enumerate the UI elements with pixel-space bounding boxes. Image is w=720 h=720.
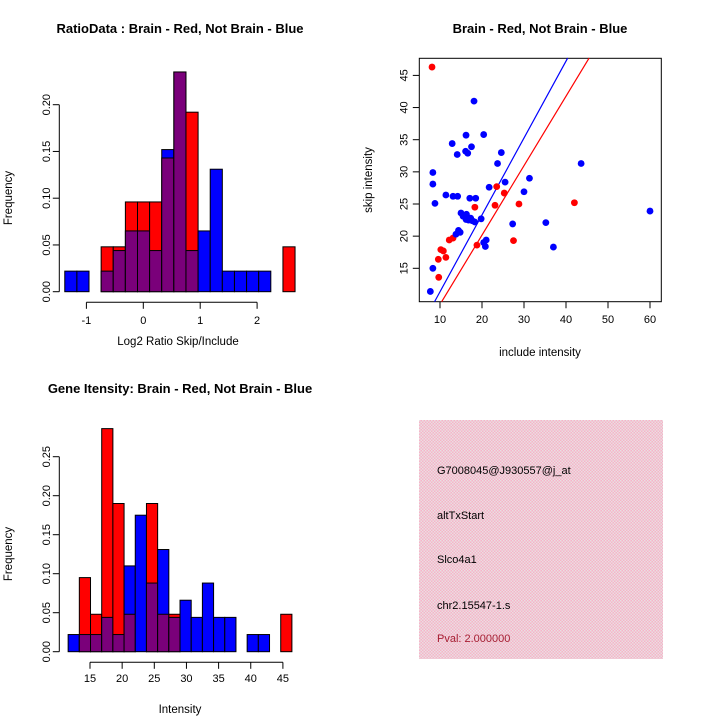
histogram-bar-overlap: [158, 614, 169, 651]
histogram-bar-overlap: [169, 617, 180, 651]
y-axis-tick-label: 15: [398, 262, 411, 275]
ratio-histogram-panel: [3, 21, 304, 348]
x-axis-tick-label: 45: [276, 673, 290, 685]
event-type-text: altTxStart: [437, 510, 485, 522]
histogram-bar: [247, 271, 259, 292]
histogram-bar-overlap: [150, 251, 162, 292]
x-axis-tick-label: 20: [475, 314, 489, 326]
scatter-point: [647, 208, 654, 215]
scatter-point: [449, 140, 456, 147]
scatter-point: [542, 219, 549, 226]
scatter-point: [509, 221, 516, 228]
y-axis-tick-label: 0.15: [41, 140, 53, 163]
info-panel: [419, 420, 663, 659]
histogram-bar-overlap: [174, 72, 186, 292]
x-axis-tick-label: 10: [433, 314, 447, 326]
histogram-bar: [247, 635, 258, 652]
scatter-point: [501, 190, 508, 197]
histogram-bar: [258, 635, 269, 652]
scatter-point: [429, 64, 436, 71]
histogram-bar: [202, 583, 213, 652]
y-axis-tick-label: 0.15: [41, 523, 53, 546]
histogram-bar: [222, 271, 234, 292]
x-axis-tick-label: 20: [116, 673, 129, 685]
x-axis-tick-label: 2: [254, 315, 261, 327]
histogram-bar-overlap: [124, 614, 135, 651]
y-axis-tick-label: 0.05: [41, 234, 53, 256]
y-axis-tick-label: 40: [398, 101, 411, 114]
scatter-point: [493, 183, 500, 190]
scatter-point: [432, 200, 439, 207]
histogram-bar: [259, 271, 271, 292]
scatter-point: [435, 274, 442, 281]
scatter-point: [429, 265, 436, 272]
y-axis-tick-label: 0.20: [41, 484, 53, 507]
histogram-bar-overlap: [102, 617, 113, 651]
scatter-point: [454, 151, 461, 158]
histogram-bar-overlap: [125, 231, 137, 292]
histogram-bar: [214, 617, 225, 651]
scatter-point: [471, 204, 478, 211]
ratio-histogram-x-axis-label: Log2 Ratio Skip/Include: [117, 336, 239, 348]
gene-intensity-histogram-plot: [41, 429, 292, 685]
gene-intensity-y-axis-label: Frequency: [3, 526, 15, 582]
scatter-panel: [363, 21, 661, 359]
ratio-histogram-title: RatioData : Brain - Red, Not Brain - Blue: [56, 21, 304, 36]
histogram-bar-overlap: [91, 635, 102, 652]
histogram-bar-overlap: [113, 251, 125, 292]
scatter-point: [442, 192, 449, 199]
scatter-point: [468, 143, 475, 150]
gene-intensity-histogram-title: Gene Itensity: Brain - Red, Not Brain - Blue: [47, 381, 313, 396]
pval-text: Pval: 2.000000: [437, 633, 511, 645]
histogram-bar: [234, 271, 246, 292]
histogram-bar: [180, 600, 191, 651]
x-axis-tick-label: 15: [83, 673, 97, 685]
x-axis-tick-label: 1: [197, 315, 204, 327]
histogram-bar-overlap: [137, 231, 149, 292]
scatter-point: [471, 98, 478, 105]
probe-id-text: G7008045@J930557@j_at: [437, 465, 571, 477]
histogram-bar-overlap: [101, 271, 113, 292]
scatter-point: [427, 288, 434, 295]
scatter-point: [466, 195, 473, 202]
y-axis-tick-label: 0.25: [41, 445, 53, 468]
scatter-point: [442, 254, 449, 261]
scatter-plot: [399, 58, 662, 326]
gene-intensity-histogram-panel: [3, 381, 312, 716]
x-axis-tick-label: 60: [643, 314, 657, 326]
scatter-point: [435, 256, 442, 263]
scatter-point: [463, 132, 470, 139]
scatter-point: [502, 179, 509, 186]
histogram-bar-overlap: [79, 635, 90, 652]
ratio-histogram-plot: [41, 72, 295, 327]
scatter-point: [516, 201, 523, 208]
scatter-title: Brain - Red, Not Brain - Blue: [452, 21, 628, 36]
histogram-bar: [65, 271, 77, 292]
histogram-bar-overlap: [113, 635, 124, 652]
y-axis-tick-label: 30: [398, 165, 411, 178]
ratio-histogram-y-axis-label: Frequency: [3, 170, 15, 226]
scatter-point: [429, 169, 436, 176]
location-text: chr2.15547-1.s: [437, 600, 511, 612]
scatter-point: [471, 219, 478, 226]
scatter-point: [483, 237, 490, 244]
y-axis-tick-label: 0.10: [41, 187, 53, 209]
histogram-bar-overlap: [186, 251, 198, 292]
x-axis-tick-label: 0: [140, 315, 147, 327]
scatter-point: [526, 175, 533, 182]
y-axis-tick-label: 0.20: [41, 93, 53, 116]
scatter-point: [510, 237, 517, 244]
scatter-point: [454, 193, 461, 200]
scatter-y-axis-label: skip intensity: [363, 147, 375, 213]
x-axis-tick-label: 50: [601, 314, 615, 326]
y-axis-tick-label: 0.10: [41, 562, 53, 585]
scatter-point: [464, 150, 471, 157]
scatter-point: [474, 242, 481, 249]
histogram-bar: [113, 504, 124, 652]
scatter-point: [472, 195, 479, 202]
y-axis-tick-label: 0.00: [41, 640, 53, 663]
y-axis-tick-label: 45: [398, 69, 411, 82]
brain-fit-line: [442, 58, 589, 302]
scatter-point: [494, 160, 501, 167]
scatter-point: [521, 188, 528, 195]
histogram-bar: [77, 271, 89, 292]
x-axis-tick-label: 30: [180, 673, 193, 685]
x-axis-tick-label: 35: [212, 673, 225, 685]
gene-name-text: Slco4a1: [437, 554, 477, 566]
scatter-point: [571, 199, 578, 206]
scatter-point: [429, 181, 436, 188]
histogram-bar: [68, 635, 79, 652]
y-axis-tick-label: 35: [398, 133, 411, 146]
plot-border: [419, 58, 661, 301]
scatter-point: [578, 160, 585, 167]
histogram-bar: [135, 515, 146, 652]
scatter-point: [478, 215, 485, 222]
y-axis-tick-label: 0.00: [41, 280, 53, 303]
not-brain-fit-line: [435, 58, 568, 302]
scatter-point: [498, 149, 505, 156]
x-axis-tick-label: 25: [148, 673, 161, 685]
x-axis-tick-label: 30: [517, 314, 531, 326]
scatter-point: [550, 244, 557, 251]
x-axis-tick-label: 40: [244, 673, 257, 685]
y-axis-tick-label: 20: [398, 230, 411, 243]
scatter-point: [492, 202, 499, 209]
y-axis-tick-label: 25: [398, 197, 411, 211]
histogram-bar-overlap: [162, 158, 174, 292]
x-axis-tick-label: 40: [559, 314, 573, 326]
histogram-bar: [198, 231, 210, 292]
x-axis-tick-label: -1: [81, 315, 92, 327]
scatter-point: [457, 229, 464, 236]
histogram-bar: [281, 614, 292, 651]
scatter-point: [480, 131, 487, 138]
histogram-bar: [225, 617, 236, 651]
histogram-bar: [210, 169, 222, 291]
y-axis-tick-label: 0.05: [41, 601, 53, 624]
scatter-x-axis-label: include intensity: [499, 347, 581, 359]
histogram-bar: [283, 247, 295, 292]
histogram-bar-overlap: [146, 583, 157, 652]
scatter-point: [440, 248, 447, 255]
scatter-point: [486, 184, 493, 191]
gene-intensity-x-axis-label: Intensity: [158, 704, 202, 716]
histogram-bar: [191, 617, 202, 651]
scatter-point: [482, 243, 489, 250]
